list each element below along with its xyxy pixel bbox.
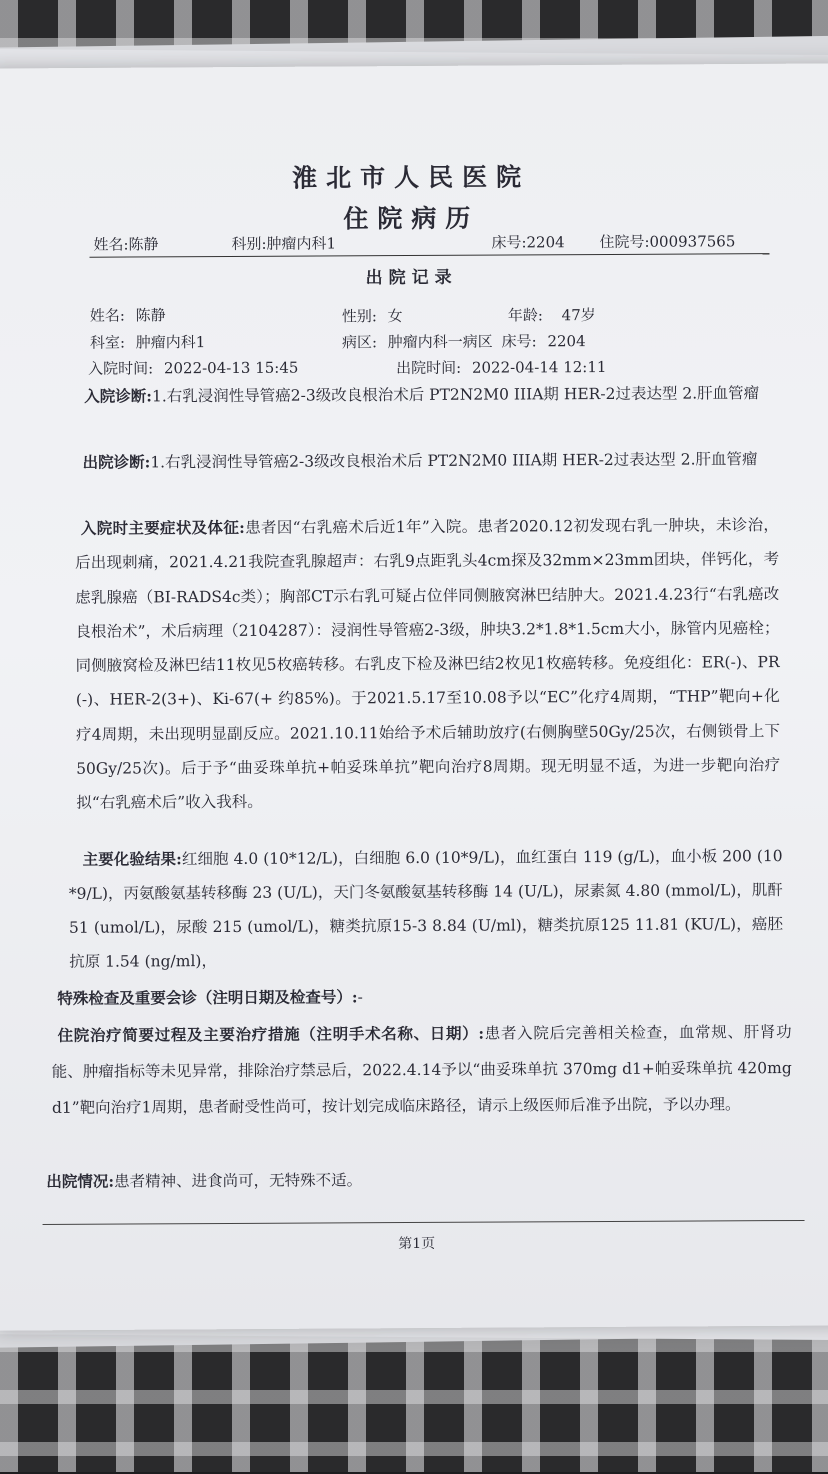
ward-field [342,330,586,352]
header-admission-number: 住院号:000937565 [599,232,736,252]
discharge-time-label: 出院时间: [396,358,462,378]
discharge-status [46,1168,362,1192]
patient-name-value: 陈静 [135,306,166,325]
special-exam [57,985,363,1009]
admission-time-label: 入院时间: [88,359,154,378]
patient-name-label: 姓名: [89,306,125,325]
department-field [90,331,205,353]
patient-age-value: 47岁 [561,306,596,325]
treatment-summary [51,1014,792,1126]
footer-divider [43,1220,805,1225]
ward-label: 病区: [341,333,378,352]
admission-symptoms [75,508,781,820]
discharge-time-value: 2022-04-14 12:11 [471,357,607,377]
patient-name-field [90,304,166,325]
header-department: 科别:肿瘤内科1 [231,234,337,253]
patient-age-label: 年龄: [507,306,543,325]
admission-time-value: 2022-04-13 15:45 [163,358,299,378]
lab-results-label: 主要化验结果: [82,849,182,869]
admission-symptoms-text: 患者因“右乳癌术后近1年”入院。患者2020.12初发现右乳一肿块，未诊治，后出现刺痛，2021.4.21我院查乳腺超声：右乳9点距乳头4cm探及32mm×23mm团块，伴钙化，考虑乳腺癌（BI-RADS4c类）；胸部CT示右乳可疑占位伴同侧腋窝淋巴结肿大。2021.4.23行“右乳癌改良根治术”，术后病理（2104287）：浸润性导管癌2-3级，肿块3.2*1.8*1.5cm大小，脉管内见癌栓；同侧腋窝检及淋巴结11枚见5枚癌转移。右乳皮下检及淋巴结2枚见1枚癌转移。免疫组化：ER(-)、PR(-)、HER-2(3+)、Ki-67(+ 约85%)。于2021.5.17至10.08予以“EC”化疗4周期，“THP”靶向+化疗4周期，未出现明显副反应。2021.10.11始给予术后辅助放疗(右侧胸壁50Gy/25次，右侧锁骨上下50Gy/25次)。后于予“曲妥珠单抗+帕妥珠单抗”靶向治疗8周期。现无明显不适，为进一步靶向治疗拟“右乳癌术后”收入我科。 [75,516,781,813]
discharge-diagnosis [82,444,764,478]
header-bed-number: 床号:2204 [491,233,565,252]
patient-gender-value: 女 [387,307,403,326]
admission-diagnosis-text: 1.右乳浸润性导管癌2-3级改良根治术后 PT2N2M0 IIIA期 HER-2过表达型 2.肝血管瘤 [151,384,760,406]
lab-results-text: 红细胞 4.0 (10*12/L)，白细胞 6.0 (10*9/L)，血红蛋白 119 (g/L)，血小板 200 (10*9/L)，丙氨酸氨基转移酶 23 (U/L)，天门冬氨酸氨基转移酶 14 (U/L)，尿素氮 4.80 (mmol/L)，肌酐 51 (umol/L)，尿酸 215 (umol/L)，糖类抗原15-3 8.84 (U/ml)，糖类抗原125 11.81 (KU/L)，癌胚抗原 1.54 (ng/ml)， [68,847,784,971]
treatment-summary-text: 患者入院后完善相关检查，血常规、肝肾功能、肿瘤指标等未见异常，排除治疗禁忌后，2022.4.14予以“曲妥珠单抗 370mg d1+帕妥珠单抗 420mg d1”靶向治疗1周期，患者耐受性尚可，按计划完成临床路径，请示上级医师后准予出院，予以办理。 [51,1023,792,1117]
treatment-summary-label: 住院治疗简要过程及主要治疗措施（注明手术名称、日期）: [57,1023,485,1045]
discharge-status-label: 出院情况: [46,1171,115,1191]
hospital-name: 淮北市人民医院 [291,162,531,193]
bed-label: 床号: [501,332,537,351]
patient-gender-label: 性别: [341,307,377,326]
admission-time-field [88,357,298,379]
patient-age-field [508,304,596,325]
discharge-diagnosis-label: 出院诊断: [82,452,151,472]
department-value: 肿瘤内科1 [135,333,206,352]
discharge-time-field [396,356,606,378]
header-divider [89,253,769,258]
page-number: 第1页 [398,1235,436,1253]
special-exam-text: - [357,988,363,1007]
discharge-diagnosis-text: 1.右乳浸润性导管癌2-3级改良根治术后 PT2N2M0 IIIA期 HER-2过表达型 2.肝血管瘤 [150,450,758,472]
bed-value: 2204 [547,332,586,351]
header-patient-name: 姓名:陈静 [93,235,159,254]
discharge-status-text: 患者精神、进食尚可，无特殊不适。 [114,1171,363,1191]
admission-diagnosis-label: 入院诊断: [84,386,152,406]
lab-results [69,839,784,979]
admission-symptoms-label: 入院时主要症状及体征: [80,517,245,538]
admission-diagnosis [84,378,764,412]
patient-gender-field [342,305,403,326]
ward-value: 肿瘤内科一病区 [387,332,493,352]
department-label: 科室: [89,333,126,352]
record-type-title: 住院病历 [343,203,480,234]
section-title: 出院记录 [365,267,458,289]
special-exam-label: 特殊检查及重要会诊（注明日期及检查号）: [57,987,358,1008]
